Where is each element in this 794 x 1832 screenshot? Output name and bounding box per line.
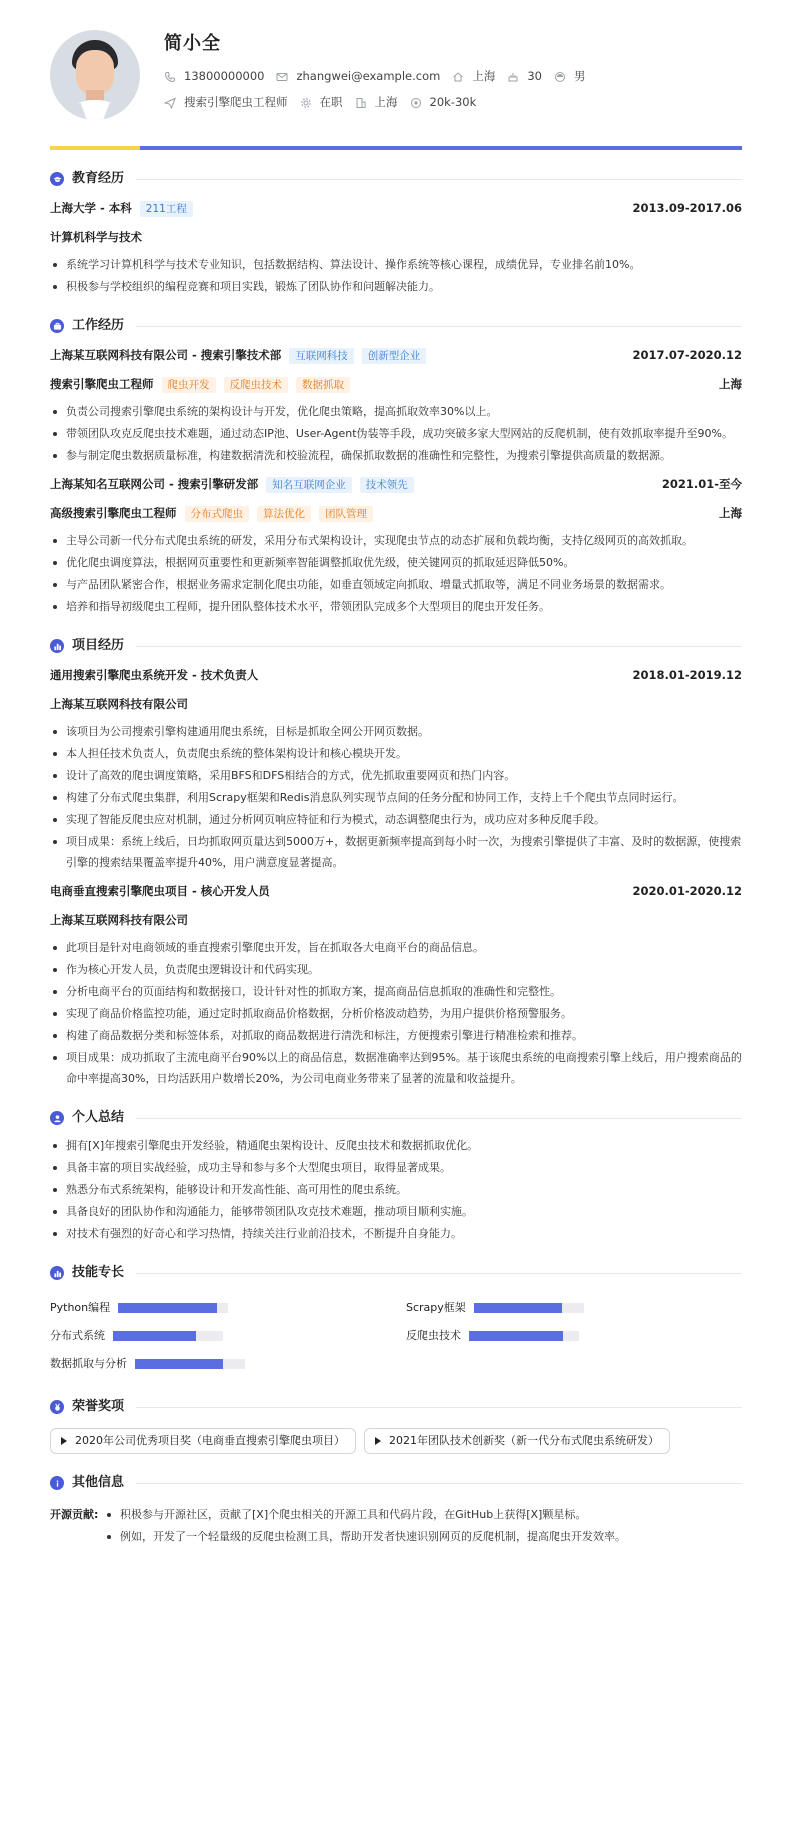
- list-item: 该项目为公司搜索引擎构建通用爬虫系统，目标是抓取全网公开网页数据。: [50, 721, 742, 742]
- list-item: 实现了商品价格监控功能，通过定时抓取商品价格数据，分析价格波动趋势，为用户提供价格预警服务。: [50, 1003, 742, 1024]
- skill-item: [50, 1350, 386, 1378]
- section-header: [50, 1262, 742, 1284]
- skill-name: Scrapy框架: [406, 1301, 466, 1315]
- list-item: 负责公司搜索引擎爬虫系统的架构设计与开发，优化爬虫策略，提高抓取效率30%以上。: [50, 401, 742, 422]
- position-tag: 反爬虫技术: [224, 377, 289, 393]
- education-date: 2013.09-2017.06: [632, 201, 742, 216]
- section-header: [50, 635, 742, 657]
- list-item: 带领团队攻克反爬虫技术难题，通过动态IP池、User-Agent伪装等手段，成功突破多家大型网站的反爬机制，使有效抓取率提升至90%。: [50, 423, 742, 444]
- city-value: 上海: [472, 69, 496, 84]
- list-item: 优化爬虫调度算法，根据网页重要性和更新频率智能调整抓取优先级，使关键网页的抓取延迟降低50%。: [50, 552, 742, 573]
- list-item: 例如，开发了一个轻量级的反爬虫检测工具，帮助开发者快速识别网页的反爬机制，提高爬虫开发效率。: [104, 1526, 626, 1547]
- resume-header: [50, 26, 742, 144]
- section-header: [50, 1472, 742, 1494]
- list-item: 此项目是针对电商领域的垂直搜索引擎爬虫开发，旨在抓取各大电商平台的商品信息。: [50, 937, 742, 958]
- work-section: [50, 315, 742, 617]
- project-name: 电商垂直搜索引擎爬虫项目 - 核心开发人员: [50, 884, 270, 899]
- bar-chart-icon: [50, 639, 64, 653]
- skill-item: [50, 1322, 386, 1350]
- target-city: [355, 94, 398, 112]
- position-tag: 团队管理: [319, 506, 373, 522]
- list-item: 作为核心开发人员，负责爬虫逻辑设计和代码实现。: [50, 959, 742, 980]
- chart-icon: [50, 1266, 64, 1280]
- play-triangle-icon: [375, 1437, 381, 1445]
- city: [452, 68, 495, 86]
- company-tag: 互联网科技: [289, 348, 354, 364]
- mail-icon: [276, 71, 288, 83]
- skill-item: [50, 1294, 386, 1322]
- list-item: 本人担任技术负责人，负责爬虫系统的整体架构设计和核心模块开发。: [50, 743, 742, 764]
- info-icon: [50, 1476, 64, 1490]
- skill-item: [406, 1322, 742, 1350]
- job-bullets: [50, 530, 742, 617]
- contact-row: [164, 68, 597, 86]
- skill-name: 数据抓取与分析: [50, 1357, 127, 1371]
- gender-icon: [554, 71, 566, 83]
- avatar: [50, 30, 140, 120]
- education-bullets: [50, 254, 742, 297]
- school-name: 上海大学 - 本科: [50, 201, 132, 216]
- skill-bar: [469, 1331, 579, 1341]
- project-header: [50, 666, 742, 686]
- education-entry-header: [50, 199, 742, 219]
- project-company-row: [50, 695, 742, 715]
- list-item: 构建了分布式爬虫集群，利用Scrapy框架和Redis消息队列实现节点间的任务分配和协同工作，支持上千个爬虫节点同时运行。: [50, 787, 742, 808]
- honor-item: [50, 1428, 356, 1454]
- job-status-value: 在职: [319, 95, 343, 110]
- project-name: 通用搜索引擎爬虫系统开发 - 技术负责人: [50, 668, 259, 683]
- list-item: 熟悉分布式系统架构，能够设计和开发高性能、高可用性的爬虫系统。: [50, 1179, 742, 1200]
- company-tag: 知名互联网企业: [266, 477, 352, 493]
- salary-value: 20k-30k: [429, 95, 477, 110]
- target-position-value: 搜索引擎爬虫工程师: [184, 95, 288, 110]
- position-tag: 数据抓取: [296, 377, 350, 393]
- list-item: 拥有[X]年搜索引擎爬虫开发经验，精通爬虫架构设计、反爬虫技术和数据抓取优化。: [50, 1135, 742, 1156]
- list-item: 实现了智能反爬虫应对机制，通过分析网页响应特征和行为模式，动态调整爬虫行为，成功应对多种反爬手段。: [50, 809, 742, 830]
- section-title: 其他信息: [72, 1474, 125, 1490]
- skill-name: Python编程: [50, 1301, 111, 1315]
- project-bullets: [50, 937, 742, 1089]
- list-item: 参与制定爬虫数据质量标准，构建数据清洗和校验流程，确保抓取数据的准确性和完整性，为搜索引擎提供高质量的数据源。: [50, 445, 742, 466]
- skill-bar: [118, 1303, 228, 1313]
- company-tag: 技术领先: [360, 477, 414, 493]
- list-item: 项目成果：成功抓取了主流电商平台90%以上的商品信息，数据准确率达到95%。基于该爬虫系统的电商搜索引擎上线后，用户搜索商品的命中率提高30%，日均活跃用户数增长20%，为公司电商业务带来了显著的流量和收益提升。: [50, 1047, 742, 1089]
- company-name: 上海某互联网科技有限公司 - 搜索引擎技术部: [50, 348, 282, 363]
- list-item: 积极参与学校组织的编程竞赛和项目实践，锻炼了团队协作和问题解决能力。: [50, 276, 742, 297]
- skill-level-fill: [474, 1303, 562, 1313]
- phone-icon: [164, 71, 176, 83]
- open-source-label: 开源贡献:: [50, 1508, 99, 1521]
- job-header: [50, 346, 742, 366]
- education-major-row: [50, 228, 742, 248]
- list-item: 项目成果：系统上线后，日均抓取网页量达到5000万+，数据更新频率提高到每小时一次，为搜索引擎提供了丰富、及时的数据源，使搜索引擎的搜索结果覆盖率提升40%，用户满意度显著提高。: [50, 831, 742, 873]
- job-date: 2021.01-至今: [661, 477, 742, 492]
- position-tag: 算法优化: [257, 506, 311, 522]
- skill-name: 分布式系统: [50, 1329, 105, 1343]
- gender-value: 男: [573, 69, 586, 84]
- list-item: 设计了高效的爬虫调度策略，采用BFS和DFS相结合的方式，优先抓取重要网页和热门内容。: [50, 765, 742, 786]
- project-header: [50, 882, 742, 902]
- open-source-bullets: [104, 1504, 626, 1548]
- list-item: 具备良好的团队协作和沟通能力，能够带领团队攻克技术难题，推动项目顺利实施。: [50, 1201, 742, 1222]
- graduation-cap-icon: [50, 172, 64, 186]
- gear-icon: [300, 97, 312, 109]
- skill-bar: [113, 1331, 223, 1341]
- list-item: 系统学习计算机科学与技术专业知识，包括数据结构、算法设计、操作系统等核心课程，成绩优异，专业排名前10%。: [50, 254, 742, 275]
- skill-name: 反爬虫技术: [406, 1329, 461, 1343]
- position-name: 高级搜索引擎爬虫工程师: [50, 506, 177, 521]
- section-title: 项目经历: [72, 637, 125, 653]
- job-date: 2017.07-2020.12: [632, 348, 742, 363]
- job-bullets: [50, 401, 742, 466]
- phone: [164, 68, 264, 86]
- skill-level-fill: [135, 1359, 223, 1369]
- skills-grid: [50, 1294, 742, 1378]
- honor-text: 2020年公司优秀项目奖（电商垂直搜索引擎爬虫项目）: [75, 1434, 345, 1448]
- intention-row: [164, 94, 597, 112]
- job-status: [300, 94, 343, 112]
- position-tag: 爬虫开发: [162, 377, 216, 393]
- skill-item: [406, 1294, 742, 1322]
- company-tag: 创新型企业: [362, 348, 427, 364]
- honors-section: [50, 1396, 742, 1454]
- skill-bar: [135, 1359, 245, 1369]
- section-header: [50, 315, 742, 337]
- section-header: [50, 1396, 742, 1418]
- honor-text: 2021年团队技术创新奖（新一代分布式爬虫系统研发）: [389, 1434, 659, 1448]
- list-item: 积极参与开源社区，贡献了[X]个爬虫相关的开源工具和代码片段，在GitHub上获得[X]颗星标。: [104, 1504, 626, 1525]
- target-city-value: 上海: [374, 95, 398, 110]
- project-date: 2020.01-2020.12: [632, 884, 742, 899]
- list-item: 主导公司新一代分布式爬虫系统的研发，采用分布式架构设计，实现爬虫节点的动态扩展和负载均衡，支持亿级网页的高效抓取。: [50, 530, 742, 551]
- job-position-row: [50, 504, 742, 524]
- job-position-row: [50, 375, 742, 395]
- list-item: 培养和指导初级爬虫工程师，提升团队整体技术水平，带领团队完成多个大型项目的爬虫开发任务。: [50, 596, 742, 617]
- profile-info: [164, 26, 597, 112]
- project-bullets: [50, 721, 742, 873]
- section-title: 教育经历: [72, 170, 125, 186]
- home-icon: [452, 71, 464, 83]
- projects-section: [50, 635, 742, 1089]
- cake-icon: [507, 71, 519, 83]
- school-tag: 211工程: [140, 201, 193, 217]
- project-company: 上海某互联网科技有限公司: [50, 913, 188, 928]
- position-tag: 分布式爬虫: [185, 506, 250, 522]
- project-date: 2018.01-2019.12: [632, 668, 742, 683]
- section-title: 工作经历: [72, 317, 125, 333]
- age-value: 30: [527, 69, 542, 84]
- send-icon: [164, 97, 176, 109]
- company-name: 上海某知名互联网公司 - 搜索引擎研发部: [50, 477, 259, 492]
- list-item: 与产品团队紧密合作，根据业务需求定制化爬虫功能，如垂直领域定向抓取、增量式抓取等，满足不同业务场景的数据需求。: [50, 574, 742, 595]
- section-title: 技能专长: [72, 1264, 125, 1280]
- candidate-name: 简小全: [164, 33, 221, 54]
- position-name: 搜索引擎爬虫工程师: [50, 377, 154, 392]
- job-header: [50, 475, 742, 495]
- section-title: 荣誉奖项: [72, 1398, 125, 1414]
- coin-icon: [410, 97, 422, 109]
- project-company: 上海某互联网科技有限公司: [50, 697, 188, 712]
- play-triangle-icon: [61, 1437, 67, 1445]
- summary-section: [50, 1107, 742, 1244]
- skill-bar: [474, 1303, 584, 1313]
- education-section: [50, 168, 742, 297]
- other-section: [50, 1472, 742, 1548]
- section-header: [50, 168, 742, 190]
- medal-icon: [50, 1400, 64, 1414]
- salary: [410, 94, 477, 112]
- list-item: 分析电商平台的页面结构和数据接口，设计针对性的抓取方案，提高商品信息抓取的准确性和完整性。: [50, 981, 742, 1002]
- honor-item: [364, 1428, 670, 1454]
- job-city: 上海: [719, 377, 742, 392]
- skill-level-fill: [118, 1303, 217, 1313]
- honors-list: [50, 1428, 742, 1454]
- job-city: 上海: [719, 506, 742, 521]
- age: [507, 68, 542, 86]
- section-title: 个人总结: [72, 1109, 125, 1125]
- target-position: [164, 94, 288, 112]
- phone-value: 13800000000: [184, 69, 265, 84]
- section-header: [50, 1107, 742, 1129]
- open-source-block: [50, 1504, 742, 1548]
- project-company-row: [50, 911, 742, 931]
- header-divider-bar: [50, 146, 742, 150]
- building-icon: [355, 97, 367, 109]
- user-icon: [50, 1111, 64, 1125]
- gender: [554, 68, 586, 86]
- list-item: 对技术有强烈的好奇心和学习热情，持续关注行业前沿技术，不断提升自身能力。: [50, 1223, 742, 1244]
- skill-level-fill: [469, 1331, 563, 1341]
- list-item: 具备丰富的项目实战经验，成功主导和参与多个大型爬虫项目，取得显著成果。: [50, 1157, 742, 1178]
- email: [276, 68, 440, 86]
- major: 计算机科学与技术: [50, 230, 142, 245]
- email-value: zhangwei@example.com: [296, 69, 441, 84]
- list-item: 构建了商品数据分类和标签体系，对抓取的商品数据进行清洗和标注，方便搜索引擎进行精准检索和推荐。: [50, 1025, 742, 1046]
- summary-bullets: [50, 1135, 742, 1244]
- skills-section: [50, 1262, 742, 1378]
- briefcase-icon: [50, 319, 64, 333]
- skill-level-fill: [113, 1331, 196, 1341]
